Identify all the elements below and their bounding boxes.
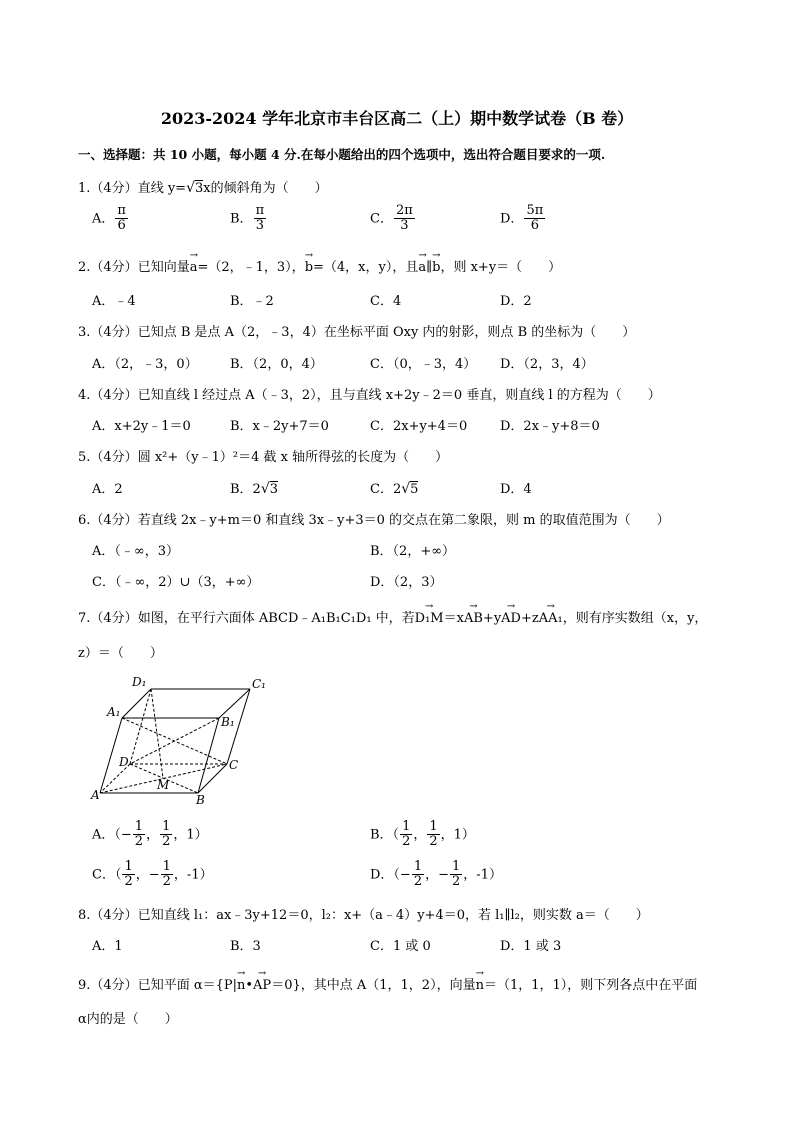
question-7-line2: z）＝（ ） [78, 646, 163, 661]
q8-option-c: C．1 或 0 [370, 939, 431, 954]
q2-option-a: A．﹣4 [92, 294, 136, 309]
question-8: 8.（4分）已知直线 l₁：ax﹣3y+12＝0，l₂：x+（a﹣4）y+4＝0，若 l₁∥l₂，则实数 a＝（ ） [78, 908, 649, 923]
q6-option-a: A．（﹣∞，3） [92, 544, 179, 559]
question-1: 1.（4分）直线 y=√3x的倾斜角为（ ） [78, 180, 328, 196]
q5-option-d: D．4 [500, 482, 532, 497]
question-6: 6.（4分）若直线 2x﹣y+m＝0 和直线 3x﹣y+3＝0 的交点在第二象限，则 m 的取值范围为（ ） [78, 513, 670, 528]
question-4: 4.（4分）已知直线 l 经过点 A（﹣3，2），且与直线 x+2y﹣2＝0 垂直，则直线 l 的方程为（ ） [78, 388, 661, 403]
q1-option-a: A． $\frac{\pi}{6}$ [92, 203, 126, 234]
parallelepiped-figure [90, 668, 280, 810]
q2-option-d: D．2 [500, 294, 532, 309]
q3-option-d: D．（2，3，4） [500, 357, 594, 372]
q1-option-b: B． $\frac{\pi}{3}$ [230, 203, 265, 234]
label-b1: B₁ [221, 715, 235, 729]
label-c: C [229, 758, 239, 772]
label-b: B [196, 793, 205, 807]
q3-option-a: A．（2，﹣3，0） [92, 357, 198, 372]
page-title: 2023-2024 学年北京市丰台区高二（上）期中数学试卷（B 卷） [160, 109, 634, 128]
q2-option-c: C．4 [370, 294, 402, 309]
q7-option-d: D．（− $\frac{1}{2}$ ，− $\frac{1}{2}$ ，-1） [370, 859, 502, 890]
q6-option-c: C．（﹣∞，2）∪（3，+∞） [92, 575, 260, 590]
q4-option-c: C．2x+y+4＝0 [370, 419, 468, 434]
q3-option-c: C．（0，﹣3，4） [370, 357, 477, 372]
label-a: A [91, 788, 100, 802]
q4-option-d: D．2x﹣y+8＝0 [500, 419, 600, 434]
q1-option-c: C． $\frac{2\pi}{3}$ [370, 203, 413, 234]
q7-option-c: C．（ $\frac{1}{2}$ ，− $\frac{1}{2}$ ，-1） [92, 859, 213, 890]
q8-option-d: D．1 或 3 [500, 939, 562, 954]
q6-option-d: D．（2，3） [370, 575, 443, 590]
question-2: 2.（4分）已知向量→ a=（2，﹣1，3），→ b=（4，x，y），且→ a∥→ b，则 x+y＝（ ） [78, 256, 561, 275]
section-heading: 一、选择题：共 10 小题，每小题 4 分.在每小题给出的四个选项中，选出符合题目要求的一项. [78, 147, 606, 162]
question-3: 3.（4分）已知点 B 是点 A（2，﹣3，4）在坐标平面 Oxy 内的射影，则点 B 的坐标为（ ） [78, 325, 636, 340]
label-a1: A₁ [107, 705, 121, 719]
q5-option-b: B．2√3 [230, 481, 279, 497]
label-d1: D₁ [132, 675, 147, 689]
q5-option-a: A．2 [92, 482, 123, 497]
q3-option-b: B．（2，0，4） [230, 357, 323, 372]
question-7: 7.（4分）如图，在平行六面体 ABCD﹣A₁B₁C₁D₁ 中，若→ D₁M＝x→ AB+y→ AD+z→ AA₁，则有序实数组（x，y， [78, 607, 707, 626]
question-9-line2: α内的是（ ） [78, 1012, 178, 1027]
q4-option-b: B．x﹣2y+7＝0 [230, 419, 329, 434]
q7-option-b: B．（ $\frac{1}{2}$ ， $\frac{1}{2}$ ，1） [370, 819, 475, 850]
question-5: 5.（4分）圆 x²+（y﹣1）²＝4 截 x 轴所得弦的长度为（ ） [78, 450, 449, 465]
label-c1: C₁ [252, 677, 266, 691]
q2-option-b: B．﹣2 [230, 294, 274, 309]
q8-option-a: A．1 [92, 939, 123, 954]
q1-option-d: D． $\frac{5\pi}{6}$ [500, 203, 544, 234]
label-m: M [157, 778, 170, 792]
q5-option-c: C．2√5 [370, 481, 419, 497]
label-d: D [119, 755, 129, 769]
q4-option-a: A．x+2y﹣1＝0 [92, 419, 191, 434]
question-9: 9.（4分）已知平面 α＝{P|→ n•→ AP＝0}，其中点 A（1，1，2），向量→ n＝（1，1，1），则下列各点中在平面 [78, 974, 697, 993]
q7-option-a: A．（− $\frac{1}{2}$ ， $\frac{1}{2}$ ，1） [92, 819, 208, 850]
q8-option-b: B．3 [230, 939, 261, 954]
q6-option-b: B．（2，+∞） [370, 544, 456, 559]
